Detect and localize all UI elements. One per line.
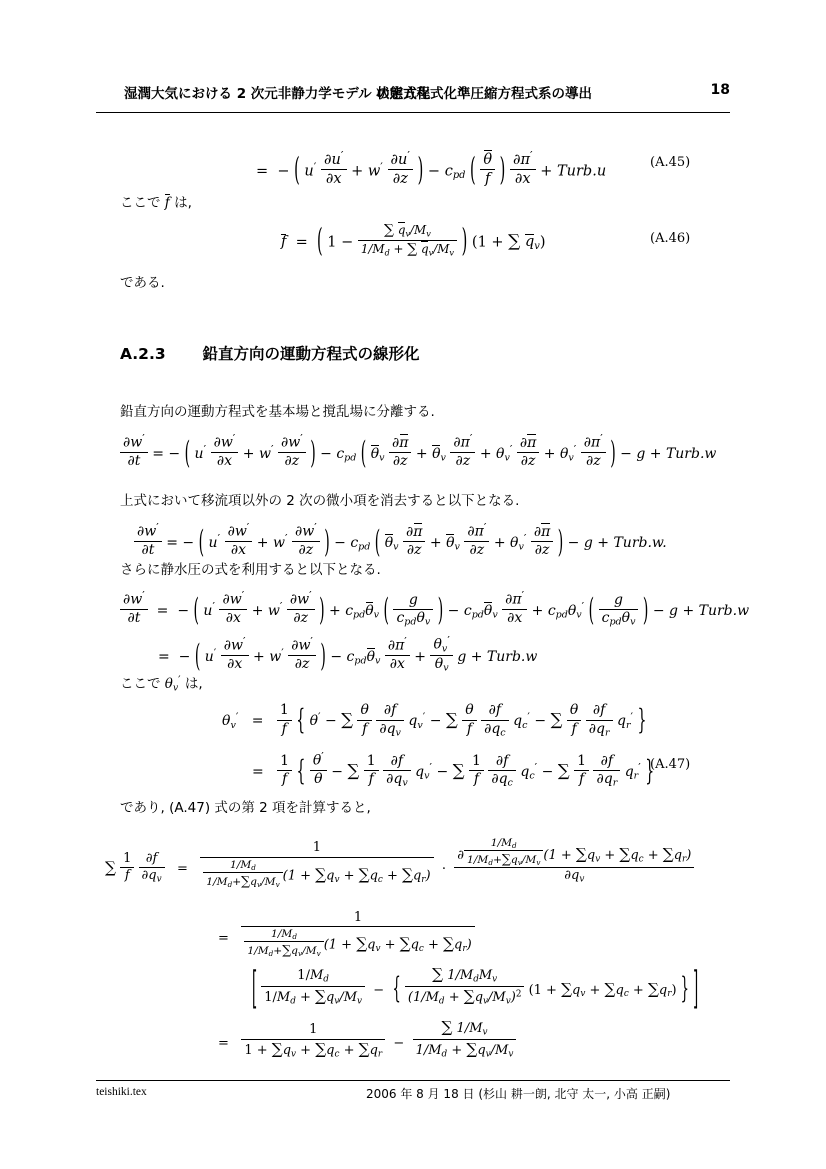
equation-vertical-3b: = − ( u′ $\frac{\partial w'}{\partial x}$ + w′ $\frac{\partial w'}{\partial z}$ ) − $c_{pd}\theta_v$ $\frac{\partial\pi'}{\partial x}$ + $\frac{\theta_v'}{\theta_v}$ g + Turb.w <box>158 634 538 675</box>
header-rule <box>96 112 730 113</box>
equation-vertical-3a: $\frac{\partial w'}{\partial t}$ = − ( u′ $\frac{\partial w'}{\partial x}$ + w′ $\frac{\partial w'}{\partial z}$ ) + $c_{pd}\theta_v$ ( $\frac{g}{c_{pd}\theta_v}$ ) − $c_{pd}\theta_v$ $\frac{\partial\pi'}{\partial x}$ + $c_{pd}\theta_v'$ ( $\frac{g}{c_{pd}\theta_v}$ ) − g + Turb.w <box>120 589 749 629</box>
paragraph-2: である. <box>120 275 165 291</box>
paragraph-6: ここで $\theta_v'$ は, <box>120 673 203 694</box>
footer-filename: teishiki.tex <box>96 1086 147 1098</box>
equation-number-a45: (A.45) <box>650 155 691 170</box>
paragraph-5: さらに静水圧の式を利用すると以下となる. <box>120 562 381 578</box>
header-title-overlap: 状態方程式化準圧縮方程式系の導出 <box>376 86 592 102</box>
equation-vertical-2: $\frac{\partial w'}{\partial t}$ = − ( u′ $\frac{\partial w'}{\partial x}$ + w′ $\frac{\partial w'}{\partial z}$ ) − $c_{pd}$ ( $\theta_v$ $\frac{\partial\pi}{\partial z}$ + $\theta_v$ $\frac{\partial\pi'}{\partial z}$ + $\theta_v'$ $\frac{\partial\pi}{\partial z}$ ) − g + Turb.w. <box>134 521 667 560</box>
header-page-number: 18 <box>710 82 730 98</box>
paragraph-3: 鉛直方向の運動方程式を基本場と撹乱場に分離する. <box>120 404 435 420</box>
equation-last-1: ∑ $\frac{1}{f}$ $\frac{\partial f}{\partial q_v}$ = 1 $\frac{1/M_d}{1/M_d+\sum q_v/M_v}$ $(1 + \sum q_v + \sum q_c + \sum q_r)$ · ∂ $\frac{1/M_d}{1/M_d+\sum q_v/M_v}$ $(1 + \sum q_v + \sum q_c + \sum q_r)$ $\partial q_v$ <box>105 836 694 889</box>
equation-last-bracket: [ $\frac{1/M_d}{1/M_d + \sum q_v/M_v}$ − { $\frac{\sum 1/M_dM_v}{(1/M_d + \sum q_v/M_v)^2}$ $(1 + \sum q_v + \sum q_c + \sum q_r)$ } ] <box>252 964 699 1016</box>
paragraph-1: ここで f は, <box>120 195 192 211</box>
header-title: 湿潤大気における 2 次元非静力学モデル の定式化 <box>124 86 431 102</box>
footer-credit: 2006 年 8 月 18 日 (杉山 耕一朗, 北守 太一, 小高 正嗣) <box>366 1087 671 1101</box>
section-title: 鉛直方向の運動方程式の線形化 <box>202 345 420 363</box>
equation-number-a46: (A.46) <box>650 231 691 246</box>
equation-last-2: = 1 $\frac{1/M_d}{1/M_d+\sum q_v/M_v}$ $(1 + \sum q_v + \sum q_c + \sum q_r)$ <box>218 910 475 958</box>
section-heading <box>120 342 419 364</box>
paragraph-7: であり, (A.47) 式の第 2 項を計算すると, <box>120 800 371 816</box>
footer-rule <box>96 1080 730 1081</box>
equation-a47a: $\theta_v'$ = $\frac{1}{f}$ { θ′ − ∑ $\frac{\theta}{f}$ $\frac{\partial f}{\partial q_v}$ $q_v'$ − ∑ $\frac{\theta}{f}$ $\frac{\partial f}{\partial q_c}$ $q_c'$ − ∑ $\frac{\theta}{f}$ $\frac{\partial f}{\partial q_r}$ $q_r'$ } <box>222 702 647 739</box>
section-number: A.2.3 <box>120 345 166 363</box>
paragraph-4: 上式において移流項以外の 2 次の微小項を消去すると以下となる. <box>120 493 520 509</box>
equation-a45: = − ( u′ $\frac{\partial u'}{\partial x}$ + w′ $\frac{\partial u'}{\partial z}$ ) − $c_{pd}$ ( $\frac{\theta}{f}$ ) $\frac{\partial\pi'}{\partial x}$ + Turb.u <box>256 148 607 190</box>
equation-a47b: = $\frac{1}{f}$ { $\frac{\theta'}{\theta}$ − ∑ $\frac{1}{f}$ $\frac{\partial f}{\partial q_v}$ $q_v'$ − ∑ $\frac{1}{f}$ $\frac{\partial f}{\partial q_c}$ $q_c'$ − ∑ $\frac{1}{f}$ $\frac{\partial f}{\partial q_r}$ $q_r'$ } <box>252 750 655 789</box>
page-header <box>96 82 730 110</box>
equation-number-a47: (A.47) <box>650 757 691 772</box>
equation-vertical-1: $\frac{\partial w'}{\partial t}$ = − ( u′ $\frac{\partial w'}{\partial x}$ + w′ $\frac{\partial w'}{\partial z}$ ) − $c_{pd}$ ( $\theta_v$ $\frac{\partial\pi}{\partial z}$ + $\theta_v$ $\frac{\partial\pi'}{\partial z}$ + $\theta_v'$ $\frac{\partial\pi}{\partial z}$ + $\theta_v'$ $\frac{\partial\pi'}{\partial z}$ ) − g + Turb.w <box>120 432 716 471</box>
equation-a46: f = ( 1 − $\frac{\sum q_v/M_v}{1/M_d + \sum q_v/M_v}$ ) (1 + ∑ $q_v$) <box>281 222 546 260</box>
equation-last-3: = $\frac{1}{1 + \sum q_v + \sum q_c + \sum q_r}$ − $\frac{\sum 1/M_v}{1/M_d + \sum q_v/M_v}$ <box>218 1018 516 1060</box>
